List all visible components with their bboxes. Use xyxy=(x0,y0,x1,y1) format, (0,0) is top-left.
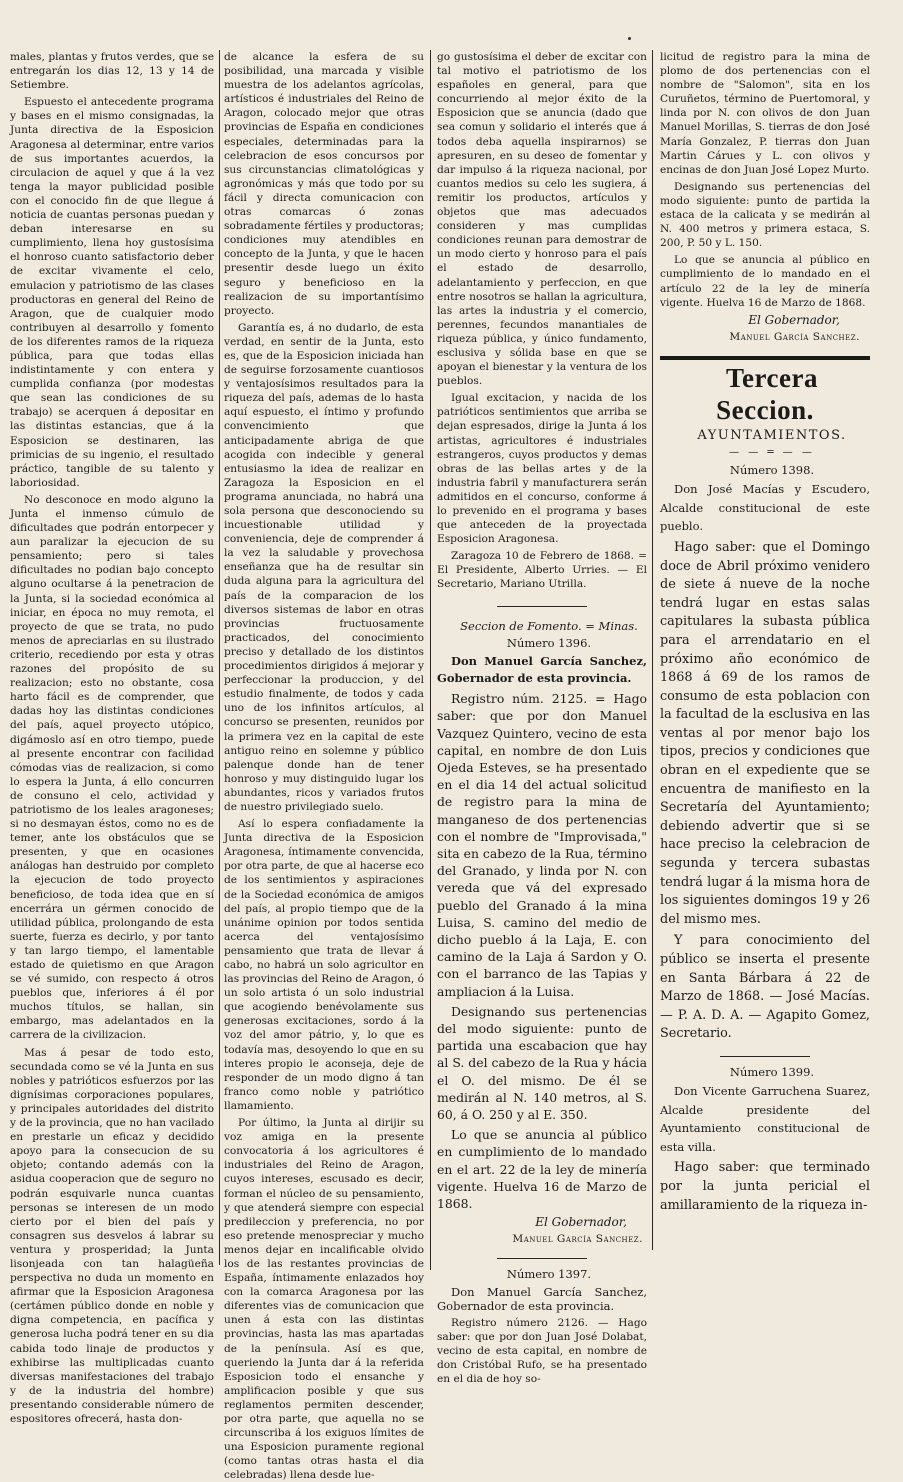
paragraph: Lo que se anuncia al público en cumplimiento de lo mandado en el artículo 22 de la ley de minería vigente. Huelva 16 de Marzo de 1868. xyxy=(660,254,870,309)
notice-number: Número 1396. xyxy=(506,635,592,650)
column-divider xyxy=(430,50,431,1270)
paragraph: Hago saber: que el Domingo doce de Abril próximo venidero de siete á nueve de la noche tendrá lugar en estas salas capitulares la subasta pública para el arrendatario en el próximo año económico de 1868 á 69 de los ramos de consumo de esta poblacion con la facultad de la esclusiva en las ventas al por menor bajo los tipos, precios y condiciones que obran en el expediente que se encuentra de manifiesto en la Secretaría del Ayuntamiento; debiendo advertir que si se hace preciso la celebracion de segunda y tercera subastas tendrá lugar á la misma hora de los siguientes domingos 19 y 26 del mismo mes. xyxy=(660,539,870,927)
paragraph: Designando sus pertenencias del modo siguiente: punto de partida una escabacion que hay al S. del cabezo de la Rua y hácia el O. del mismo. De él se medirán al N. 140 metros, al S. 60, á O. 250 y al E. 350. xyxy=(437,1003,647,1123)
column-divider xyxy=(219,50,220,1265)
section-title: Tercera Seccion. xyxy=(716,362,818,425)
column-divider xyxy=(652,50,653,1250)
signature-title: El Gobernador, xyxy=(748,312,840,327)
paragraph: males, plantas y frutos verdes, que se entregarán los dias 12, 13 y 14 de Setiembre. xyxy=(10,51,214,92)
paragraph: Garantía es, á no dudarlo, de esta verdad, en sentir de la Junta, esto es, que de la Esposicion iniciada han de seguirse forzosamente cuantiosos y ventajosísimos resultados para la riqueza del país, ademas de lo hasta aquí espuesto, el íntimo y profundo convencimiento que anticipadamente abriga de que acogida con indecible y general entusiasmo la idea de realizar en Zaragoza la Esposicion en el programa anunciada, no habrá una sola persona que desconociendo su incuestionable utilidad y conveniencia, deje de comprender á la vez la saludable y provechosa enseñanza que ha de resultar sin duda alguna para la agricultura del país de la comparacion de los diversos sistemas de labor en otras provincias fructuosamente practicados, del conocimiento preciso y detallado de los distintos procedimientos dirigidos á mejorar y perfeccionar la produccion, y del estudio finalmente, de todos y cada uno de los infinitos artículos, al concurso se presenten, reunidos por la primera vez en la capital de este antiguo reino en solemne y público palenque donde han de tener honroso y muy distinguido lugar los abundantes, ricos y variados frutos de nuestro privilegiado suelo. xyxy=(224,321,424,813)
signature-name: Manuel García Sanchez. xyxy=(512,1233,643,1246)
paragraph: No desconoce en modo alguno la Junta el inmenso cúmulo de dificultades que podrán entorpecer y aun paralizar la ejecucion de su pensamiento; pero si tales dificultades no podian bajo concepto alguno ocultarse á la penetracion de la Junta, si la sociedad económica al iniciar, en época no muy remota, el proyecto de que se trata, no pudo menos de apreciarlas en su ilustrado criterio, recediendo por esta y otras razones del propósito de su realizacion; esto no obstante, cosa harto fácil es de comprender, que dadas hoy las distintas condiciones del país, aquel proyecto utópico, digámoslo así en otro tiempo, puede al presente encontrar con facilidad cómodas vias de realizacion, si como lo espera la Junta, á ello concurren de consuno el celo, actividad y patriotismo de los leales aragoneses; si no desmayan éstos, como no es de temer, ante los obstáculos que se presenten, y que en ocasiones análogas han destruido por completo la ejecucion de todo proyecto beneficioso, de toda idea que en sí encerrára un gérmen conocido de utilidad pública, prolongando de esta suerte, fuerza es decirlo, y por tanto y tan largo tiempo, el lamentable estado de quietismo en que Aragon se vé sumido, con respecto á otros pueblos que, inferiores á él por muchos títulos, se hallan, sin embargo, mas adelantados en la carrera de la civilizacion. xyxy=(10,493,214,1042)
paragraph: licitud de registro para la mina de plomo de dos pertenencias con el nombre de "Salomon", sita en los Curuñetos, término de Puertomoral, y linda por N. con olivos de don Juan Manuel Morillas, S. tierras de don José María Gonzalez, P. tierras don Juan Martin Cárues y L. con olivos y encinas de don Juan José Lopez Murto. xyxy=(660,51,870,176)
paragraph: Espuesto el antecedente programa y bases en el mismo consignadas, la Junta directiva de la Esposicion Aragonesa al determinar, entre varios de sus importantes acuerdos, la circulacion de aquel y que á la vez tenga la mayor publicidad posible con el conocido fin de que llegue á noticia de cuantas personas puedan y deban interesarse en su cumplimiento, llena hoy gustosísima el honroso cuanto satisfactorio deber de excitar vivamente el celo, emulacion y patriotismo de las clases productoras en general del Reino de Aragon, que de cualquier modo contribuyen al desarrollo y fomento de los diferentes ramos de la riqueza pública, para que todas ellas indistintamente y con entera y cumplida confianza (por modestas que sean las condiciones de su trabajo) se acerquen á depositar en las distintas estancias, que á la Esposicion se destinaren, las primicias de su ingenio, el resultado práctico, tangible de su talento y laboriosidad. xyxy=(10,96,214,489)
paragraph: Igual excitacion, y nacida de los patrióticos sentimientos que arriba se dejan espresados, dirige la Junta á los artistas, agricultores é industriales estrangeros, cuyos productos y demas obras de las bellas artes y de la industria fabril y manufacturera serán admitidos en el concurso, conforme á lo prevenido en el programa y bases que anteceden de la proyectada Esposicion Aragonesa. xyxy=(437,392,647,546)
section-rule xyxy=(497,1258,587,1259)
notice-heading: Don Manuel García Sanchez, Gobernador de esta provincia. xyxy=(437,653,647,685)
paragraph: Registro núm. 2125. = Hago saber: que por don Manuel Vazquez Quintero, vecino de esta capital, en nombre de don Luis Ojeda Esteves, se ha presentado en el dia 14 del actual solicitud de registro para la mina de manganeso de dos pertenencias con el nombre de "Improvisada," sita en cabezo de la Rua, término del Granado, y linda por N. con vereda que vá del expresado pueblo del Granado á la mina Luisa, S. camino del medio de dicho pueblo á la Laja, E. con camino de la Laja á Sardon y O. con el barranco de las Tapias y ampliacion á la Luisa. xyxy=(437,691,647,999)
paragraph: Mas á pesar de todo esto, secundada como se vé la Junta en sus nobles y patrióticos esfuerzos por las dignísimas corporaciones populares, y principales autoridades del distrito y de la provincia, que no han vacilado en prestarle un eficaz y decidido apoyo para la consecucion de su objeto; contando además con la asidua cooperacion que de seguro no podrán esquivarle nunca cuantas personas se interesen de un modo cierto por el bien del país y consagren sus desvelos á labrar su ventura y prosperidad; la Junta lisonjeada con tan halagüeña perspectiva no duda un momento en afirmar que la Esposicion Aragonesa (certámen público donde en noble y digna competencia, en pacífica y generosa lucha podrá tener en su dia cabida todo linaje de productos y exhibirse las multiplicadas cuanto diversas manifestaciones del trabajo y de la industria del hombre) presentando considerable número de espositores ofrecerá, hasta don- xyxy=(10,1046,214,1425)
paragraph: go gustosísima el deber de excitar con tal motivo el patriotismo de los españoles en general, para que concurriendo al mejor éxito de la Esposicion que se anuncia (dado que sea comun y solidario el interés que á todos deba aquella inspirarnos) se apresuren, en su deseo de fomentar y dar impulso á la riqueza nacional, por cuantos medios su celo les sugiera, á remitir los productos, artículos y objetos que mas adecuados consideren y mas cumplidas condiciones reunan para demostrar de un modo cierto y honroso para el país el estado de desarrollo, adelantamiento y perfeccion, en que entre nosotros se hallan la agricultura, las artes la industria y el comercio, perennes, fecundos manantiales de riqueza pública, y único fundamento, esclusiva y sólida base en que se apoyan el bienestar y la ventura de los pueblos. xyxy=(437,51,647,388)
column-4 xyxy=(660,50,870,1270)
paragraph: Hago saber: que terminado por la junta pericial el amillaramiento de la riqueza in- xyxy=(660,1160,870,1213)
paragraph: Y para conocimiento del público se inserta el presente en Santa Bárbara á 22 de Marzo de 1868. — José Macías. — P. A. D. A. — Agapito Gomez, Secretario. xyxy=(660,933,870,1042)
paragraph: Designando sus pertenencias del modo siguiente: punto de partida la estaca de la calicata y se medirán al N. 400 metros y primera estaca, S. 200, P. 50 y L. 150. xyxy=(660,180,870,250)
notice-number: Número 1397. xyxy=(506,1267,592,1282)
section-rule xyxy=(497,606,587,607)
signature-line: Zaragoza 10 de Febrero de 1868. = El Presidente, Alberto Urries. — El Secretario, Mariano Utrilla. xyxy=(437,550,647,591)
subsection-heading: AYUNTAMIENTOS. xyxy=(697,427,847,443)
section-heading: Seccion de Fomento. = Minas. xyxy=(460,618,638,633)
paragraph: de alcance la esfera de su posibilidad, una marcada y visible muestra de los adelantos agrícolas, artísticos é industriales del Reino de Aragon, colocado mejor que otras provincias de España en condiciones especiales, determinadas para la celebracion de esos concursos por sus circunstancias climatológicas y agronómicas y más que todo por su fácil y directa comunicacion con otras comarcas ó zonas sobradamente fértiles y productoras; condiciones muy atendibles en concepto de la Junta, y que le hacen presentir desde luego un éxito seguro y beneficioso en la realizacion de su importantísimo proyecto. xyxy=(224,51,424,317)
notice-heading: Don José Macías y Escudero, Alcalde constitucional de este pueblo. xyxy=(660,482,870,534)
notice-number: Número 1399. xyxy=(729,1064,815,1079)
paragraph: Lo que se anuncia al público en cumplimiento de lo mandado en el art. 22 de la ley de minería vigente. Huelva 16 de Marzo de 1868. xyxy=(437,1127,647,1212)
paragraph: Registro número 2126. — Hago saber: que por don Juan José Dolabat, vecino de esta capital, en nombre de don Cristóbal Rufo, se ha presentado en el dia de hoy so- xyxy=(437,1316,647,1386)
ornament: — — ═ — — xyxy=(729,446,815,458)
column-2 xyxy=(224,50,424,1482)
signature-title: El Gobernador, xyxy=(535,1215,627,1230)
heavy-rule xyxy=(660,356,870,360)
notice-heading: Don Manuel García Sanchez, Gobernador de esta provincia. xyxy=(437,1284,647,1313)
paragraph: Por último, la Junta al dirijir su voz amiga en la presente convocatoria á los agricultores é industriales del Reino de Aragon, cuyos intereses, escusado es decir, forman el núcleo de su pensamiento, y que atenderá siempre con especial predileccion y preferencia, no por eso pretende menospreciar y mucho menos dejar en incalificable olvido los de las restantes provincias de España, íntimamente enlazados hoy con la comarca Aragonesa por las diferentes vias de comunicacion que unen á esta con las distintas provincias, hasta las mas apartadas de la península. Así es que, queriendo la Junta dar á la referida Esposicion todo el ensanche y amplificacion posible y que sus reglamentos permiten descender, por otra parte, que aquella no se circunscriba á los exiguos límites de una Esposicion puramente regional (como tantas otras hasta el dia celebradas) llena desde lue- xyxy=(224,1117,424,1482)
ink-speck xyxy=(628,37,631,40)
notice-number: Número 1398. xyxy=(729,463,815,478)
signature-name: Manuel García Sanchez. xyxy=(729,330,860,343)
column-1 xyxy=(10,50,214,1425)
column-3 xyxy=(437,50,647,1386)
notice-heading: Don Vicente Garruchena Suarez, Alcalde presidente del Ayuntamiento constitucional de esta villa. xyxy=(660,1084,870,1154)
paragraph: Así lo espera confiadamente la Junta directiva de la Esposicion Aragonesa, íntimamente convencida, por otra parte, de que al hacerse eco de los sentimientos y aspiraciones de la Sociedad económica de amigos del país, al propio tiempo que de la unánime opinion por todos sentida acerca del ventajosísimo pensamiento que trata de llevar á cabo, no habrá un solo agricultor en las provincias del Reino de Aragon, ó un solo artista ó un solo industrial que acogiendo benévolamente sus generosas excitaciones, sordo á la voz del amor pátrio, y, lo que es todavía mas, desoyendo lo que en su interes propio le aconseja, deje de responder de un modo digno á tan franco como noble y patriótico llamamiento. xyxy=(224,818,424,1112)
section-rule xyxy=(720,1056,810,1057)
